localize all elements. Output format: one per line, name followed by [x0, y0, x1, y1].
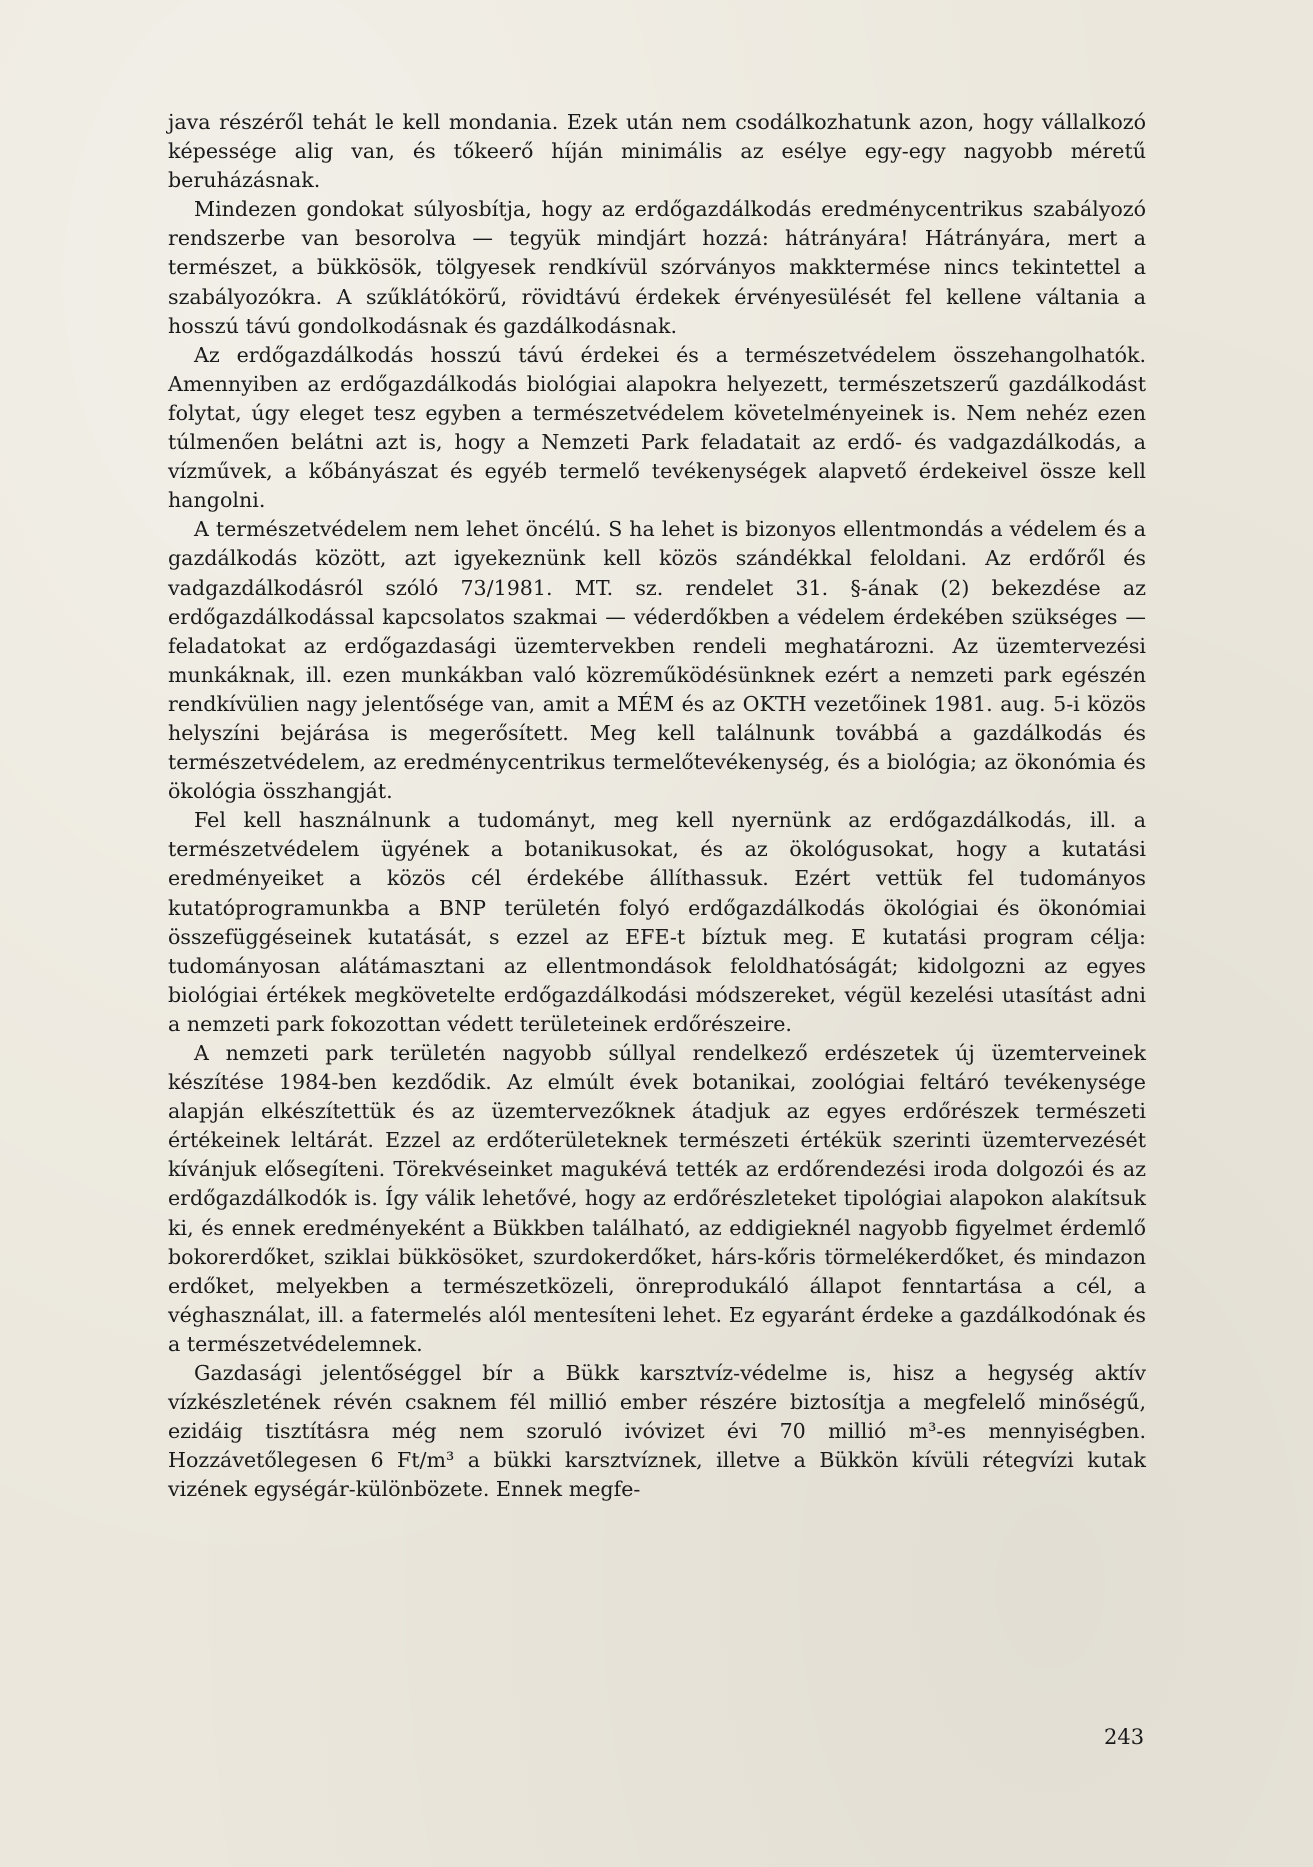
paragraph-4: A természetvédelem nem lehet öncélú. S ha lehet is bizonyos ellentmondás a védelem és a gazdálkodás között, azt igyekeznünk kell közös szándékkal feloldani. Az erdőről és vadgazdálkodásról szóló 73/1981. MT. sz. rendelet 31. §-ának (2) bekezdése az erdőgazdálkodással kapcsolatos szakmai — véderdőkben a védelem érdekében szükséges — feladatokat az erdőgazdasági üzemtervekben rendeli meghatározni. Az üzemtervezési munkáknak, ill. ezen munkákban való közreműködésünknek ezért a nemzeti park egészén rendkívülien nagy jelentősége van, amit a MÉM és az OKTH vezetőinek 1981. aug. 5-i közös helyszíni bejárása is megerősített. Meg kell találnunk továbbá a gazdálkodás és természetvédelem, az eredménycentrikus termelőtevékenység, és a biológia; az ökonómia és ökológia összhangját.	[168, 517, 1146, 804]
body-text	[168, 108, 1146, 1505]
paragraph-1: java részéről tehát le kell mondania. Ezek után nem csodálkozhatunk azon, hogy vállalkozó képessége alig van, és tőkeerő híján minimális az esélye egy-egy nagyobb méretű beruházásnak.	[168, 110, 1146, 193]
paragraph-3: Az erdőgazdálkodás hosszú távú érdekei és a természetvédelem összehangolhatók. Amennyiben az erdőgazdálkodás biológiai alapokra helyezett, természetszerű gazdálkodást folytat, úgy eleget tesz egyben a természetvédelem követelményeinek is. Nem nehéz ezen túlmenően belátni azt is, hogy a Nemzeti Park feladatait az erdő- és vadgazdálkodás, a vízművek, a kőbányászat és egyéb termelő tevékenységek alapvető érdekeivel össze kell hangolni.	[168, 342, 1146, 513]
paragraph-7: Gazdasági jelentőséggel bír a Bükk karsztvíz-védelme is, hisz a hegység aktív vízkészletének révén csaknem fél millió ember részére biztosítja a megfelelő minőségű, ezidáig tisztításra még nem szoruló ivóvizet évi 70 millió m³-es mennyiségben. Hozzávetőlegesen 6 Ft/m³ a bükki karsztvíznek, illetve a Bükkön kívüli rétegvízi kutak vizének egységár-különbözete. Ennek megfe-	[168, 1361, 1146, 1502]
page-number: 243	[1104, 1725, 1145, 1749]
paragraph-6: A nemzeti park területén nagyobb súllyal rendelkező erdészetek új üzemterveinek készítése 1984-ben kezdődik. Az elmúlt évek botanikai, zoológiai feltáró tevékenysége alapján elkészítettük és az üzemtervezőknek átadjuk az egyes erdőrészek természeti értékeinek leltárát. Ezzel az erdőterületeknek természeti értékük szerinti üzemtervezését kívánjuk elősegíteni. Törekvéseinket magukévá tették az erdőrendezési iroda dolgozói és az erdőgazdálkodók is. Így válik lehetővé, hogy az erdőrészleteket tipológiai alapokon alakítsuk ki, és ennek eredményeként a Bükkben található, az eddigieknél nagyobb figyelmet érdemlő bokorerdőket, sziklai bükkösöket, szurdokerdőket, hárs-kőris törmelékerdőket, és mindazon erdőket, melyekben a természetközeli, önreprodukáló állapot fenntartása a cél, a véghasználat, ill. a fatermelés alól mentesíteni lehet. Ez egyaránt érdeke a gazdálkodónak és a természetvédelemnek.	[168, 1041, 1146, 1356]
paragraph-5: Fel kell használnunk a tudományt, meg kell nyernünk az erdőgazdálkodás, ill. a természetvédelem ügyének a botanikusokat, és az ökológusokat, hogy a kutatási eredményeiket a közös cél érdekébe állíthassuk. Ezért vettük fel tudományos kutatóprogramunkba a BNP területén folyó erdőgazdálkodás ökológiai és ökonómiai összefüggéseinek kutatását, s ezzel az EFE-t bíztuk meg. E kutatási program célja: tudományosan alátámasztani az ellentmondások feloldhatóságát; kidolgozni az egyes biológiai értékek megkövetelte erdőgazdálkodási módszereket, végül kezelési utasítást adni a nemzeti park fokozottan védett területeinek erdőrészeire.	[168, 808, 1146, 1036]
paragraph-2: Mindezen gondokat súlyosbítja, hogy az erdőgazdálkodás eredménycentrikus szabályozó rendszerbe van besorolva — tegyük mindjárt hozzá: hátrányára! Hátrányára, mert a természet, a bükkösök, tölgyesek rendkívül szórványos makktermése nincs tekintettel a szabályozókra. A szűklátókörű, rövidtávú érdekek érvényesülését fel kellene váltania a hosszú távú gondolkodásnak és gazdálkodásnak.	[168, 197, 1146, 338]
